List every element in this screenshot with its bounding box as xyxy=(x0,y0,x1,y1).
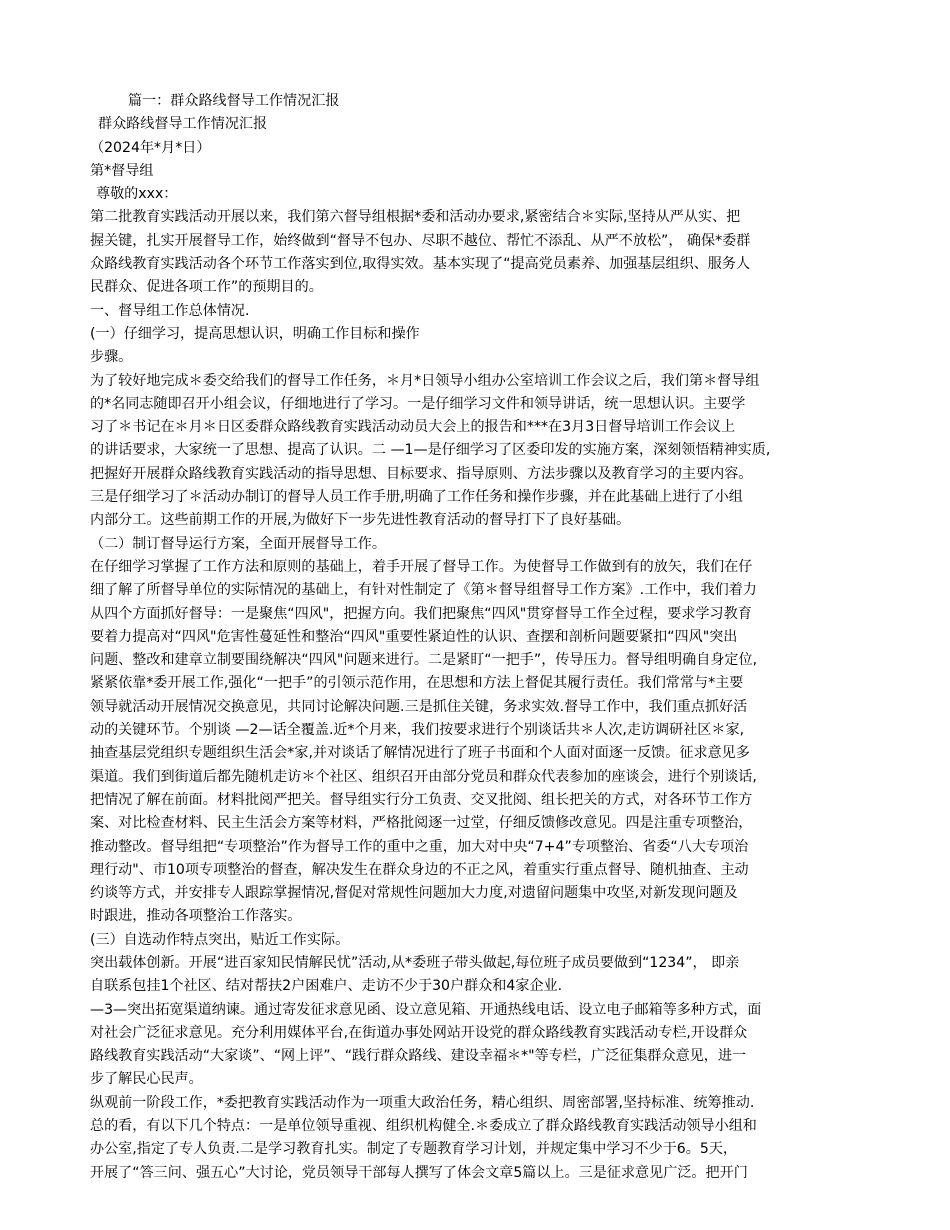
text-line: 突出载体创新。开展“进百家知民情解民忧”活动,从*委班子带头做起,每位班子成员要做到“1234”， 即亲 xyxy=(90,954,740,971)
text-line: 第二批教育实践活动开展以来，我们第六督导组根据*委和活动办要求,紧密结合＊实际,坚持从严从实、把 xyxy=(90,209,741,226)
text-line: 路线教育实践活动“大家谈”、“网上评”、“践行群众路线、建设幸福＊*"等专栏，广泛征集群众意见，进一 xyxy=(90,1048,747,1065)
text-line: 握关键，扎实开展督导工作，始终做到“督导不包办、尽职不越位、帮忙不添乱、从严不放松”， 确保*委群 xyxy=(90,232,751,249)
text-line: （二）制订督导运行方案，全面开展督导工作。 xyxy=(90,535,386,552)
text-line: 内部分工。这些前期工作的开展,为做好下一步先进性教育活动的督导打下了良好基础。 xyxy=(90,512,631,529)
group-name: 第*督导组 xyxy=(90,162,154,179)
text-line: 推动整改。督导组把“专项整治”作为督导工作的重中之重，加大对中央“7+4”专项整治、省委“八大专项治 xyxy=(90,838,749,855)
text-line: 渠道。我们到街道后都先随机走访＊个社区、组织召开由部分党员和群众代表参加的座谈会，进行个别谈话, xyxy=(90,768,757,785)
document-body xyxy=(90,90,870,1185)
text-line: 的讲话要求，大家统一了思想、提高了认识。二 —1—是仔细学习了区委印发的实施方案，深刻领悟精神实质, xyxy=(90,442,771,459)
text-line: 步骤。 xyxy=(90,349,133,366)
text-line: 动的关键环节。个别谈 —2—话全覆盖.近*个月来，我们按要求进行个别谈话共＊人次,走访调研社区＊家, xyxy=(90,722,745,739)
text-line: 一、督导组工作总体情况. xyxy=(90,302,250,319)
text-line: 办公室,指定了专人负责.二是学习教育扎实。制定了专题教育学习计划，并规定集中学习不少于6。5天， xyxy=(90,1141,738,1158)
text-line: —3—突出拓宽渠道纳谏。通过寄发征求意见函、设立意见箱、开通热线电话、设立电子邮箱等多种方式，面 xyxy=(90,1001,762,1018)
text-line: 细了解了所督导单位的实际情况的基础上，有针对性制定了《第＊督导组督导工作方案》.工作中，我们着力 xyxy=(90,582,757,599)
text-line: 对社会广泛征求意见。充分利用媒体平台,在街道办事处网站开设党的群众路线教育实践活动专栏,开设群众 xyxy=(90,1024,748,1041)
text-line: 约谈等方式，并安排专人跟踪掌握情况,督促对常规性问题加大力度,对遗留问题集中攻坚,对新发现问题及 xyxy=(90,885,738,902)
text-line: (一）仔细学习，提高思想认识，明确工作目标和操作 xyxy=(90,325,420,342)
report-date: （2024年*月*日） xyxy=(90,139,211,156)
text-line: 把情况了解在前面。材料批阅严把关。督导组实行分工负责、交叉批阅、组长把关的方式，对各环节工作方 xyxy=(90,791,753,808)
text-line: 把握好开展群众路线教育实践活动的指导思想、目标要求、指导原则、方法步骤以及教育学习的主要内容。 xyxy=(90,465,753,482)
text-line: 紧紧依靠*委开展工作,强化“一把手”的引领示范作用，在思想和方法上督促其履行责任。我们常常与*主要 xyxy=(90,675,744,692)
text-line: 总的看，有以下几个特点：一是单位领导重视、组织机构健全.＊委成立了群众路线教育实践活动领导小组和 xyxy=(90,1118,757,1135)
text-line: 要着力提高对“四风"危害性蔓延性和整治“四风"重要性紧迫性的认识、查摆和剖析问题要紧扣“四风"突出 xyxy=(90,628,738,645)
report-title: 群众路线督导工作情况汇报 xyxy=(98,116,268,133)
text-line: 领导就活动开展情况交换意见，共同讨论解决问题.三是抓住关键，务求实效.督导工作中，我们重点抓好活 xyxy=(90,698,748,715)
salutation: 尊敬的xxx： xyxy=(96,186,178,203)
text-line: 民群众、促进各项工作”的预期目的。 xyxy=(90,279,323,296)
text-line: 自联系包挂1个社区、结对帮扶2户困难户、走访不少于30户群众和4家企业. xyxy=(90,978,563,995)
text-line: 在仔细学习掌握了工作方法和原则的基础上，着手开展了督导工作。为使督导工作做到有的放矢，我们在仔 xyxy=(90,558,753,575)
text-line: 习了＊书记在＊月＊日区委群众路线教育实践活动动员大会上的报告和***在3月3日督导培训工作会议上 xyxy=(90,419,736,436)
text-line: (三）自选动作特点突出，贴近工作实际。 xyxy=(90,931,350,948)
text-line: 案、对比检查材料、民主生活会方案等材料，严格批阅逐一过堂，仔细反馈修改意见。四是注重专项整治， xyxy=(90,815,753,832)
text-line: 问题、整改和建章立制要围绕解决“四风"问题来进行。二是紧盯“一把手”，传导压力。督导组明确自身定位, xyxy=(90,652,758,669)
text-line: 从四个方面抓好督导：一是聚焦“四风"，把握方向。我们把聚焦“四风"贯穿督导工作全过程，要求学习教育 xyxy=(90,605,752,622)
document-heading: 篇一：群众路线督导工作情况汇报 xyxy=(128,93,340,109)
text-line: 为了较好地完成＊委交给我们的督导工作任务，＊月*日领导小组办公室培训工作会议之后，我们第＊督导组 xyxy=(90,372,760,389)
text-line: 开展了“答三问、强五心”大讨论，党员领导干部每人撰写了体会文章5篇以上。三是征求意见广泛。把开门 xyxy=(90,1164,748,1181)
text-line: 步了解民心民声。 xyxy=(90,1071,203,1088)
text-line: 理行动"、市10项专项整治的督查，解决发生在群众身边的不正之风，着重实行重点督导、随机抽查、主动 xyxy=(90,861,749,878)
text-line: 抽查基层党组织专题组织生活会*家,并对谈话了解情况进行了班子书面和个人面对面逐一反馈。征求意见多 xyxy=(90,745,750,762)
text-line: 纵观前一阶段工作，*委把教育实践活动作为一项重大政治任务，精心组织、周密部署,坚持标准、统筹推动. xyxy=(90,1094,755,1111)
text-line: 的*名同志随即召开小组会议，仔细地进行了学习。一是仔细学习文件和领导讲话，统一思想认识。主要学 xyxy=(90,395,746,412)
text-line: 三是仔细学习了＊活动办制订的督导人员工作手册,明确了工作任务和操作步骤，并在此基础上进行了小组 xyxy=(90,489,743,506)
text-line: 众路线教育实践活动各个环节工作落实到位,取得实效。基本实现了“提高党员素养、加强基层组织、服务人 xyxy=(90,256,751,273)
text-line: 时跟进，推动各项整治工作落实。 xyxy=(90,908,302,925)
